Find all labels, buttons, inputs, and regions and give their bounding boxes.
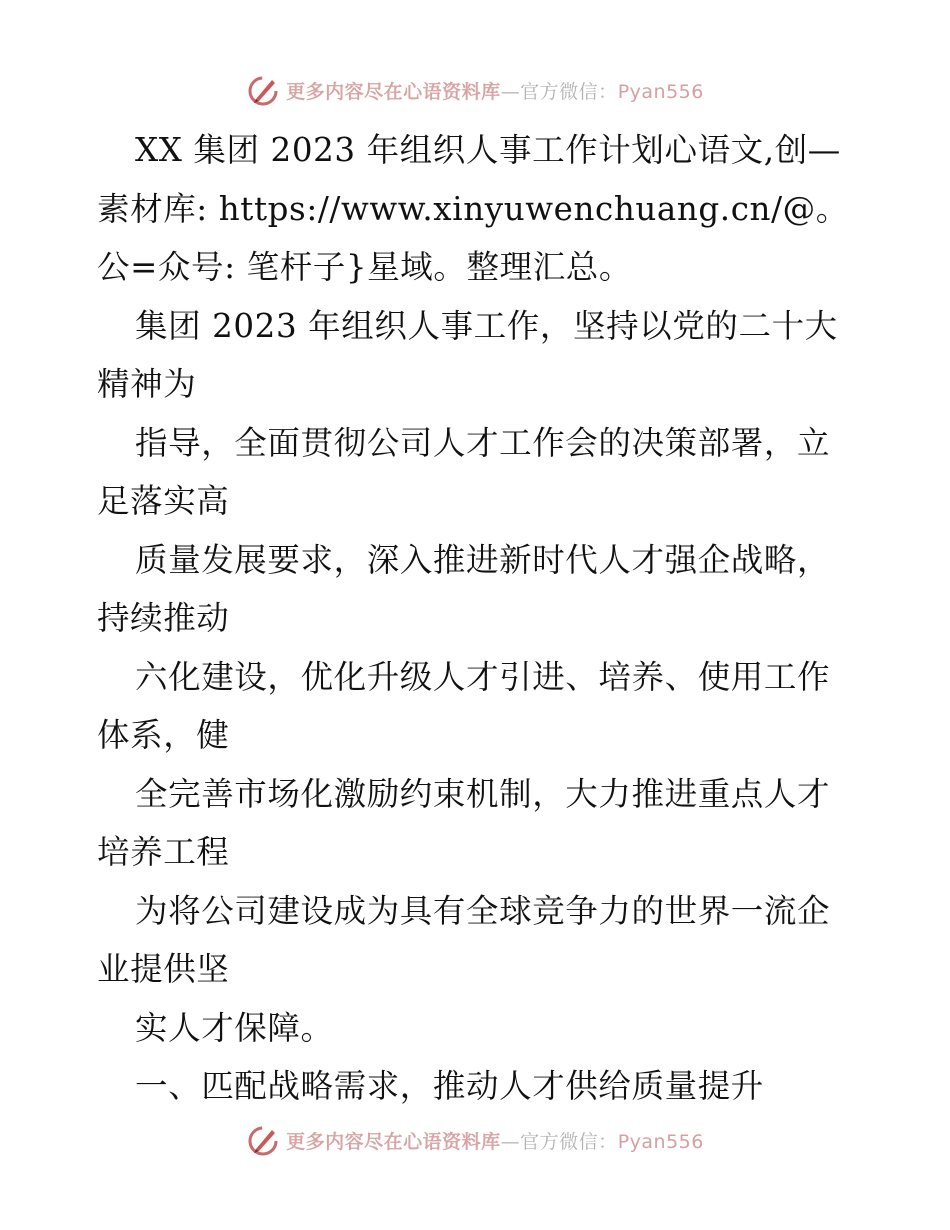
paragraph: 集团 2023 年组织人事工作，坚持以党的二十大精神为 <box>97 306 838 403</box>
watermark-header <box>0 70 950 110</box>
quill-logo-icon <box>246 72 282 108</box>
watermark-footer <box>0 1120 950 1160</box>
watermark-text <box>286 77 704 104</box>
watermark-text <box>286 1127 704 1154</box>
paragraph: 实人才保障。 <box>135 1008 334 1047</box>
paragraph: 质量发展要求，深入推进新时代人才强企战略，持续推动 <box>97 540 831 637</box>
watermark-handle: Pyan556 <box>617 1130 704 1153</box>
paragraph: 为将公司建设成为具有全球竞争力的世界一流企业提供坚 <box>97 891 831 988</box>
watermark-dash: — <box>500 1130 521 1153</box>
watermark-official: 官方微信： <box>520 80 618 103</box>
paragraph: 指导，全面贯彻公司人才工作会的决策部署，立足落实高 <box>97 423 831 520</box>
paragraph: 全完善市场化激励约束机制，大力推进重点人才培养工程 <box>97 774 831 871</box>
watermark-promo: 更多内容尽在心语资料库 <box>286 80 501 103</box>
watermark-handle: Pyan556 <box>617 80 704 103</box>
quill-logo-icon <box>246 1122 282 1158</box>
watermark-official: 官方微信： <box>520 1130 618 1153</box>
section-heading: 一、匹配战略需求，推动人才供给质量提升 <box>135 1067 764 1105</box>
watermark-promo: 更多内容尽在心语资料库 <box>286 1130 501 1153</box>
document-body <box>97 121 853 1116</box>
watermark-dash: — <box>500 80 521 103</box>
paragraph: XX 集团 2023 年组织人事工作计划心语文,创—素材库: https://www.xinyuwenchuang.cn/@。公=众号: 笔杆子}星域。整理汇总。 <box>97 131 849 286</box>
paragraph: 六化建设，优化升级人才引进、培养、使用工作体系，健 <box>97 657 831 754</box>
